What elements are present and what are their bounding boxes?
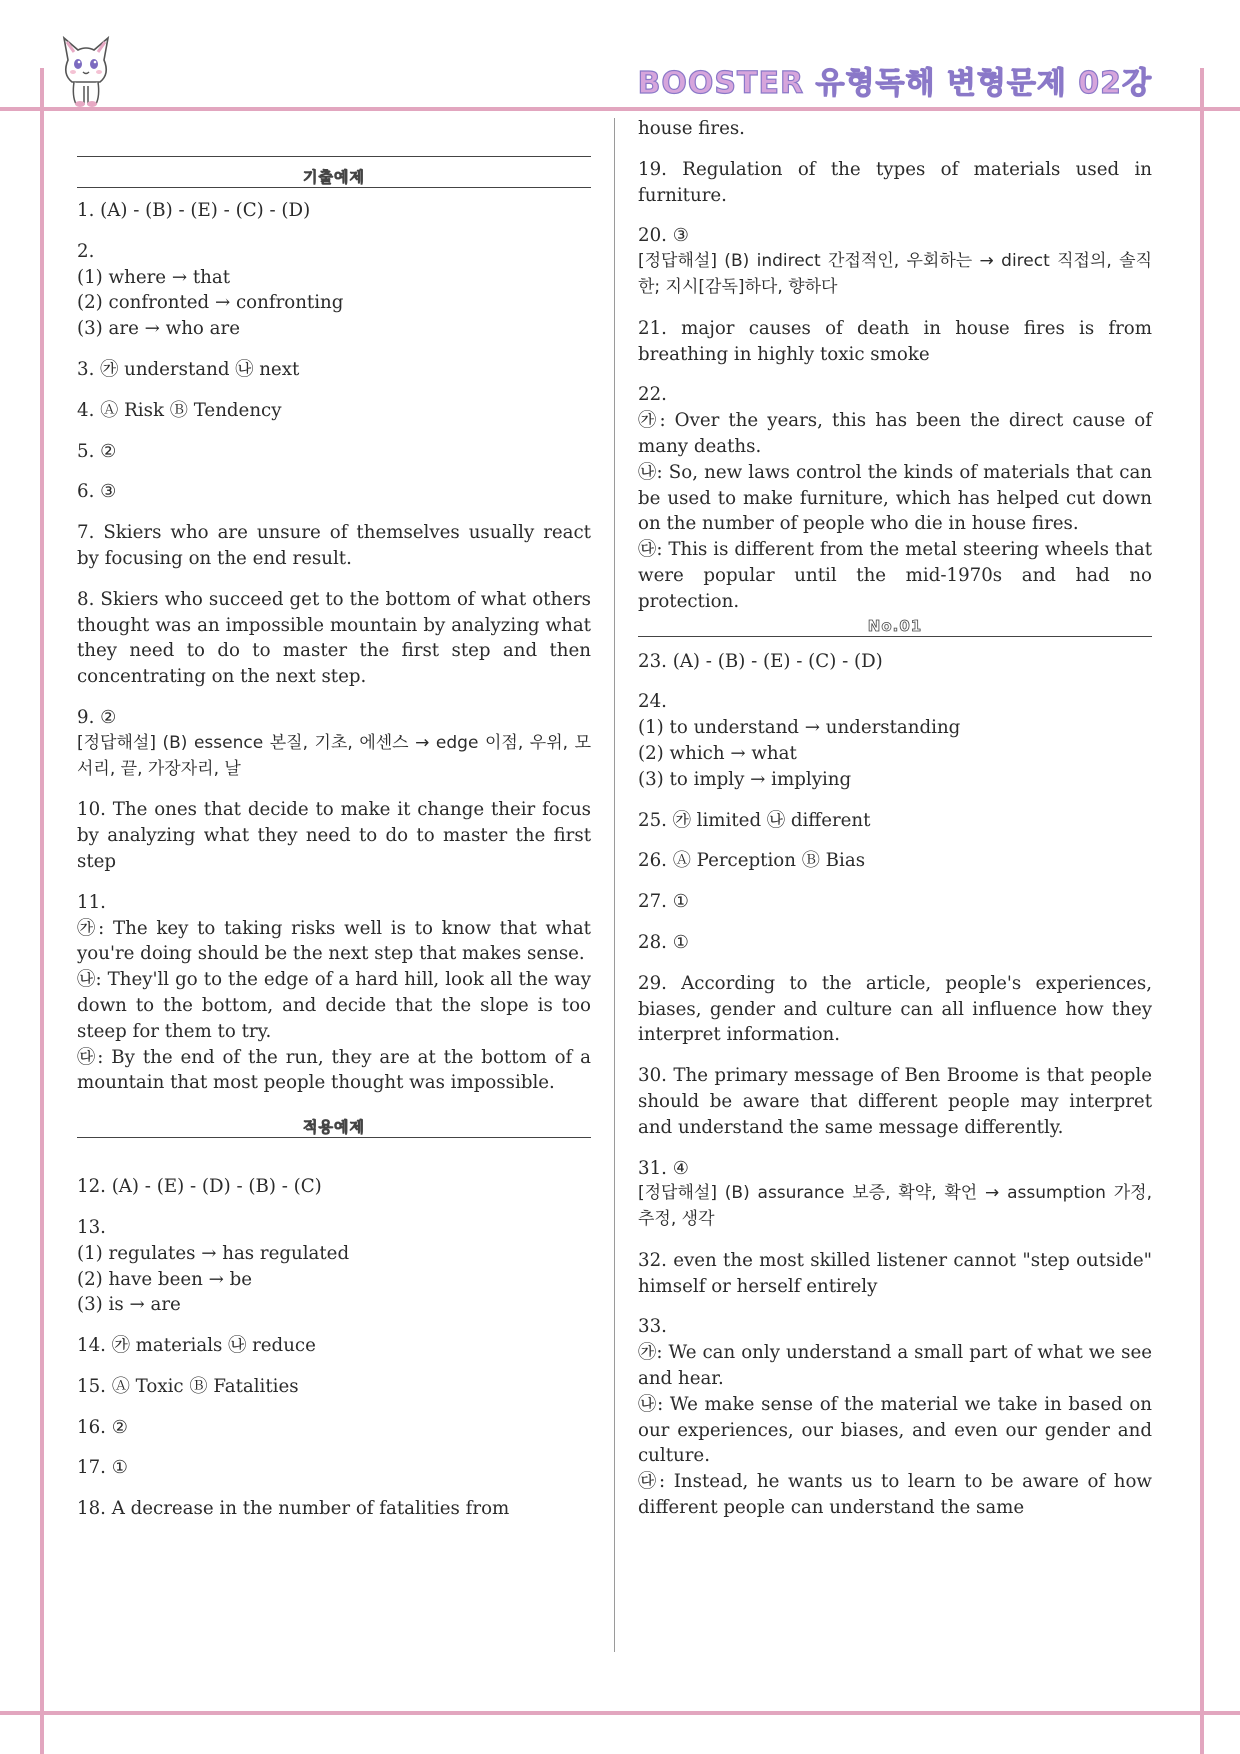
answer-item [638, 889, 1152, 915]
answer-line: 22. [638, 384, 667, 406]
answer-line: 30. The primary message of Ben Broome is that people should be aware that different people may interpret and understand the same message differently. [638, 1065, 1152, 1138]
footer-rule [0, 1711, 1240, 1715]
answer-item [77, 520, 591, 572]
answer-line: (1) where → that [77, 266, 231, 288]
answer-line: house fires. [638, 118, 745, 139]
answer-line: 31. ④ [638, 1157, 690, 1179]
answer-line: 33. [638, 1316, 667, 1338]
answer-item [638, 223, 1152, 300]
answer-line: (2) confronted → confronting [77, 292, 344, 314]
answer-item [77, 705, 591, 782]
answer-line: 26. Ⓐ Perception Ⓑ Bias [638, 850, 866, 872]
answer-line: ㉰: Instead, he wants us to learn to be aware of how different people can understand the same [638, 1471, 1152, 1519]
answer-list [638, 116, 1152, 615]
answer-item [638, 316, 1152, 368]
right-column [638, 116, 1152, 1536]
answer-line: (3) are → who are [77, 318, 240, 340]
answer-line: (1) regulates → has regulated [77, 1242, 350, 1264]
answer-item [77, 587, 591, 690]
right-border [1200, 68, 1204, 1754]
answer-item [638, 116, 1152, 142]
cat-mascot-icon [54, 30, 118, 108]
answer-item [77, 198, 591, 224]
answer-line: 25. ㉮ limited ㉯ different [638, 809, 871, 831]
answer-line: ㉮: We can only understand a small part of what we see and hear. [638, 1342, 1152, 1390]
answer-line: 9. ② [77, 706, 117, 728]
answer-line: ㉯: They'll go to the edge of a hard hill, look all the way down to the bottom, and decide that the slope is too steep for them to try. [77, 969, 591, 1042]
answer-line: ㉮: Over the years, this has been the direct cause of many deaths. [638, 410, 1152, 457]
answer-line: 32. even the most skilled listener cannot "step outside" himself or herself entirely [638, 1249, 1152, 1297]
answer-line: 21. major causes of death in house fires is from breathing in highly toxic smoke [638, 317, 1152, 365]
left-column [77, 116, 591, 1537]
answer-line: 2. [77, 240, 95, 262]
answer-line: 6. ③ [77, 481, 117, 503]
answer-item [77, 1333, 591, 1359]
answer-line: [정답해설] (B) essence 본질, 기초, 에센스 → edge 이점, 우위, 모서리, 끝, 가장자리, 날 [77, 732, 591, 779]
column-divider [614, 118, 615, 1652]
answer-line: ㉰: By the end of the run, they are at the bottom of a mountain that most people thought was impossible. [77, 1046, 591, 1094]
answer-line: ㉰: This is different from the metal steering wheels that were popular until the mid-1970s and had no protection. [638, 539, 1152, 612]
section-heading-no01: No.01 [638, 616, 1152, 637]
answer-line: 13. [77, 1216, 106, 1238]
answer-line: 28. ① [638, 931, 690, 953]
answer-item [77, 1496, 591, 1522]
answer-line: 20. ③ [638, 225, 690, 247]
answer-line: ㉯: So, new laws control the kinds of materials that can be used to make furniture, which has helped cut down on the number of people who die in house fires. [638, 461, 1152, 535]
section-heading-practice: 적용예제 [77, 1117, 591, 1138]
answer-item [638, 157, 1152, 209]
page-title: BOOSTER 유형독해 변형문제 02강 [637, 66, 1152, 101]
answer-line: 17. ① [77, 1457, 129, 1479]
answer-item [638, 1248, 1152, 1300]
answer-item [77, 797, 591, 874]
answer-line: 18. A decrease in the number of fatalities from [77, 1498, 510, 1520]
answer-item [638, 1063, 1152, 1140]
answer-line: [정답해설] (B) indirect 간접적인, 우회하는 → direct 직접의, 솔직한; 지시[감독]하다, 향하다 [638, 251, 1152, 297]
answer-item [638, 689, 1152, 792]
left-border [40, 68, 44, 1754]
answer-item [638, 382, 1152, 614]
answer-item [77, 439, 591, 465]
answer-line: 5. ② [77, 440, 117, 462]
answer-line: (3) to imply → implying [638, 768, 852, 790]
answer-item [77, 357, 591, 383]
answer-item [77, 398, 591, 424]
answer-item [638, 808, 1152, 834]
answer-line: (2) have been → be [77, 1268, 253, 1290]
answer-line: ㉯: We make sense of the material we take in based on our experiences, our biases, and even our gender and culture. [638, 1393, 1152, 1467]
answer-item [77, 1415, 591, 1441]
answer-item [638, 649, 1152, 675]
answer-line: 11. [77, 891, 106, 913]
answer-line: 19. Regulation of the types of materials used in furniture. [638, 158, 1152, 206]
answer-item [77, 479, 591, 505]
section-heading-example: 기출예제 [77, 156, 591, 188]
answer-line: 7. Skiers who are unsure of themselves usually react by focusing on the end result. [77, 522, 591, 569]
answer-line: ㉮: The key to taking risks well is to know that what you're doing should be the next step that makes sense. [77, 917, 591, 965]
answer-item [638, 1156, 1152, 1233]
answer-list [77, 198, 591, 1096]
answer-item [77, 239, 591, 342]
answer-line: 23. (A) - (B) - (E) - (C) - (D) [638, 650, 883, 672]
answer-line: (2) which → what [638, 742, 797, 764]
answer-list [77, 1174, 591, 1522]
answer-line: 12. (A) - (E) - (D) - (B) - (C) [77, 1176, 322, 1198]
answer-list [638, 649, 1152, 1521]
answer-line: 1. (A) - (B) - (E) - (C) - (D) [77, 200, 311, 221]
answer-line: (3) is → are [77, 1294, 181, 1316]
answer-item [638, 1314, 1152, 1520]
answer-item [638, 848, 1152, 874]
answer-line: 27. ① [638, 891, 690, 913]
answer-item [77, 1174, 591, 1200]
answer-line: 15. Ⓐ Toxic Ⓑ Fatalities [77, 1375, 299, 1397]
answer-line: 29. According to the article, people's experiences, biases, gender and culture can all influence how they interpret information. [638, 972, 1152, 1046]
answer-item [638, 971, 1152, 1048]
answer-item [638, 930, 1152, 956]
answer-line: [정답해설] (B) assurance 보증, 확약, 확언 → assumption 가정, 추정, 생각 [638, 1183, 1152, 1230]
answer-line: (1) to understand → understanding [638, 717, 961, 739]
answer-line: 8. Skiers who succeed get to the bottom of what others thought was an impossible mountain by analyzing what they need to do to master the first step and then concentrating on the next step. [77, 588, 591, 688]
answer-line: 16. ② [77, 1416, 129, 1438]
answer-line: 4. Ⓐ Risk Ⓑ Tendency [77, 399, 282, 421]
answer-line: 14. ㉮ materials ㉯ reduce [77, 1335, 316, 1357]
answer-item [77, 890, 591, 1096]
header-rule [0, 107, 1240, 111]
answer-item [77, 1215, 591, 1318]
answer-item [77, 1374, 591, 1400]
answer-line: 10. The ones that decide to make it change their focus by analyzing what they need to do to master the first step [77, 799, 591, 872]
answer-line: 24. [638, 691, 667, 713]
answer-line: 3. ㉮ understand ㉯ next [77, 358, 300, 380]
answer-item [77, 1455, 591, 1481]
